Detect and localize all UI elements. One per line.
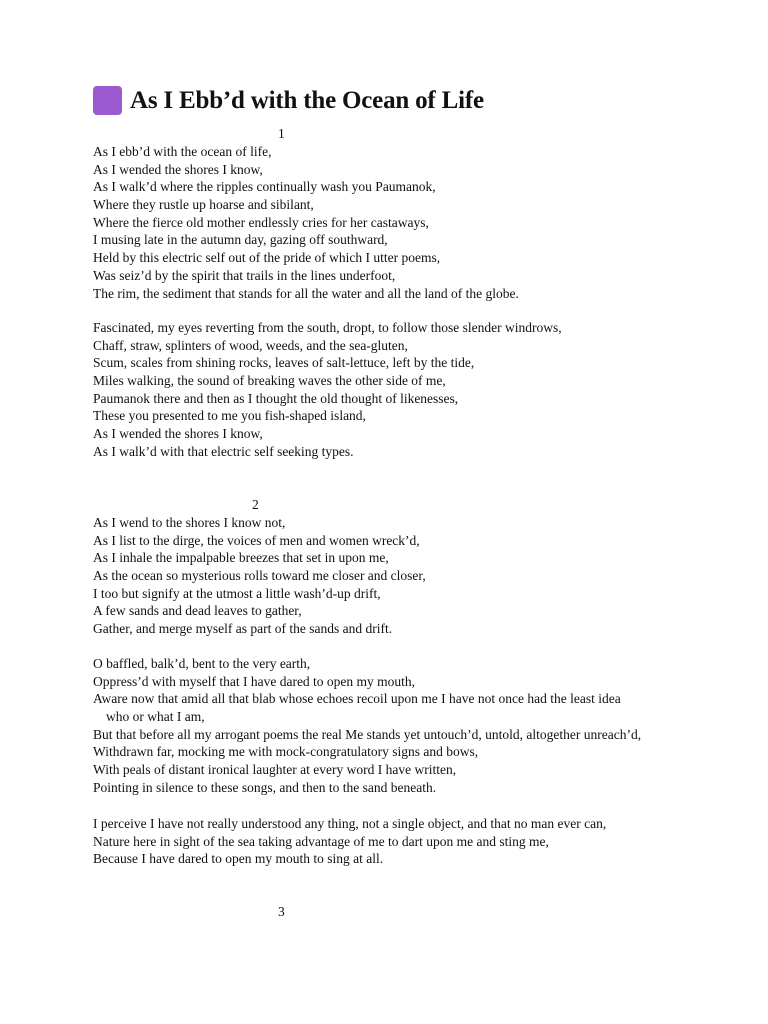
poem-line: With peals of distant ironical laughter at every word I have written, <box>93 762 457 778</box>
poem-line: Where the fierce old mother endlessly cries for her castaways, <box>93 214 429 230</box>
poem-line: As the ocean so mysterious rolls toward me closer and closer, <box>93 568 426 584</box>
poem-line: Paumanok there and then as I thought the old thought of likenesses, <box>93 390 459 406</box>
stanza-2-2 <box>93 655 641 797</box>
poem-line: Aware now that amid all that blab whose echoes recoil upon me I have not once had the least idea <box>93 691 621 707</box>
page-title <box>93 86 484 115</box>
poem-line: Nature here in sight of the sea taking advantage of me to dart upon me and sting me, <box>93 833 549 849</box>
poem-line: O baffled, balk’d, bent to the very earth, <box>93 656 311 671</box>
stanza-1-2 <box>93 319 562 461</box>
poem-line: Fascinated, my eyes reverting from the south, dropt, to follow those slender windrows, <box>93 320 562 335</box>
poem-line: Gather, and merge myself as part of the sands and drift. <box>93 621 393 637</box>
poem-line: I too but signify at the utmost a little wash’d-up drift, <box>93 585 381 601</box>
poem-line: Was seiz’d by the spirit that trails in the lines underfoot, <box>93 267 396 283</box>
stanza-1-1 <box>93 143 519 302</box>
poem-line: I perceive I have not really understood any thing, not a single object, and that no man ever can, <box>93 816 607 831</box>
poem-line: Scum, scales from shining rocks, leaves of salt-lettuce, left by the tide, <box>93 355 475 371</box>
poem-line: Held by this electric self out of the pride of which I utter poems, <box>93 250 441 266</box>
poem-line: Where they rustle up hoarse and sibilant, <box>93 197 314 213</box>
poem-line: As I ebb’d with the ocean of life, <box>93 144 272 159</box>
purple-square-icon <box>93 86 122 115</box>
page-title-text: As I Ebb’d with the Ocean of Life <box>130 86 484 114</box>
poem-line: As I wended the shores I know, <box>93 426 263 442</box>
poem-line: Pointing in silence to these songs, and then to the sand beneath. <box>93 779 437 795</box>
poem-line: The rim, the sediment that stands for all the water and all the land of the globe. <box>93 285 519 301</box>
poem-line: I musing late in the autumn day, gazing off southward, <box>93 232 388 248</box>
poem-line: Because I have dared to open my mouth to sing at all. <box>93 851 384 867</box>
poem-line: A few sands and dead leaves to gather, <box>93 603 302 619</box>
poem-line: Miles walking, the sound of breaking waves the other side of me, <box>93 373 446 389</box>
stanza-2-3 <box>93 815 606 868</box>
poem-line: Oppress’d with myself that I have dared to open my mouth, <box>93 673 416 689</box>
section-number-3: 3 <box>278 904 285 919</box>
poem-line: But that before all my arrogant poems the real Me stands yet untouch’d, untold, altogether unreach’d, <box>93 726 642 742</box>
poem-line: As I inhale the impalpable breezes that set in upon me, <box>93 550 389 566</box>
poem-line: Chaff, straw, splinters of wood, weeds, and the sea-gluten, <box>93 337 408 353</box>
poem-line: As I walk’d where the ripples continually wash you Paumanok, <box>93 179 436 195</box>
section-number-2: 2 <box>252 497 259 512</box>
poem-line: As I wended the shores I know, <box>93 161 263 177</box>
poem-line: These you presented to me you fish-shaped island, <box>93 408 366 424</box>
poem-line-continuation: who or what I am, <box>106 709 205 725</box>
poem-line: As I list to the dirge, the voices of men and women wreck’d, <box>93 532 420 548</box>
section-number-1: 1 <box>278 126 285 141</box>
poem-line: As I walk’d with that electric self seeking types. <box>93 443 354 459</box>
poem-line: Withdrawn far, mocking me with mock-congratulatory signs and bows, <box>93 744 479 760</box>
stanza-2-1 <box>93 514 426 638</box>
poem-line: As I wend to the shores I know not, <box>93 515 286 530</box>
